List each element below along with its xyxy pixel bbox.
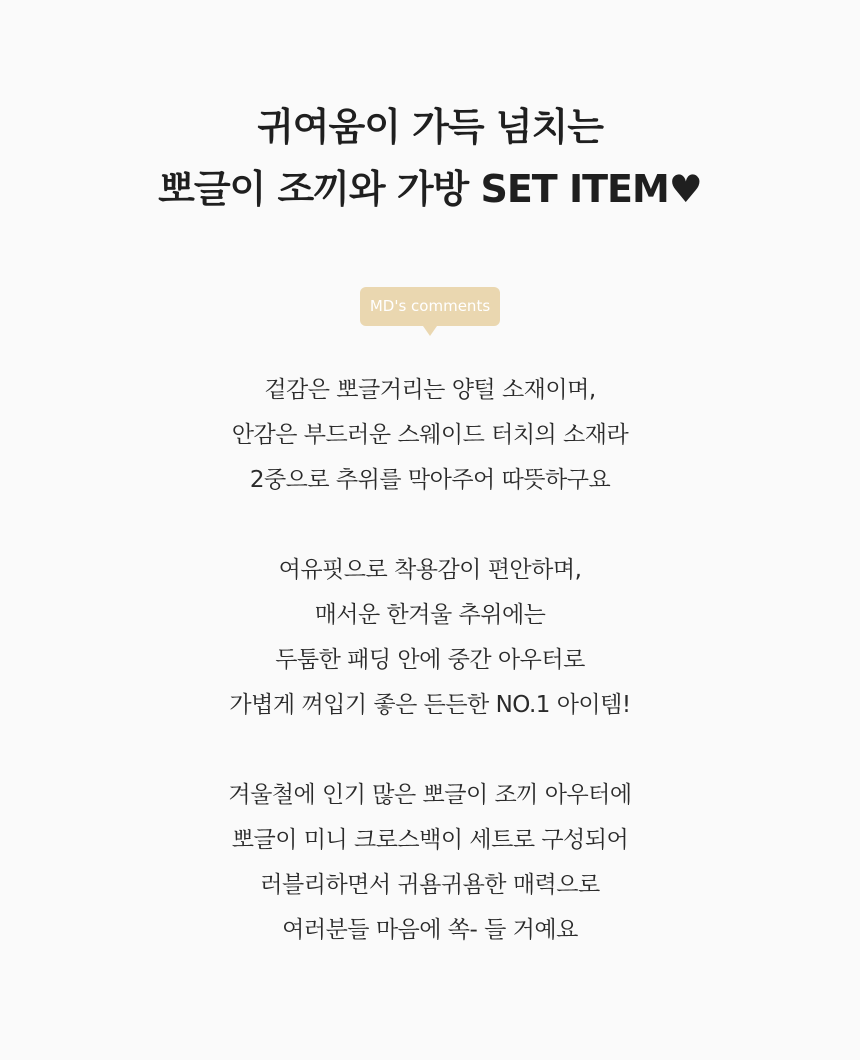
comment-line: 겨울철에 인기 많은 뽀글이 조끼 아우터에 [228,782,632,808]
comment-paragraph-1 [0,368,860,503]
comment-line: 여유핏으로 착용감이 편안하며, [278,557,582,583]
comment-line: 뽀글이 미니 크로스백이 세트로 구성되어 [231,827,629,853]
md-comments-badge-wrap [0,287,860,326]
md-comments-text [0,368,860,998]
speech-bubble-tail-icon [423,326,437,336]
comment-line: 가볍게 껴입기 좋은 든든한 NO.1 아이템! [229,692,631,718]
comment-line: 안감은 부드러운 스웨이드 터치의 소재라 [231,422,629,448]
headline-line-2: 뽀글이 조끼와 가방 SET ITEM♥ [158,167,702,211]
comment-line: 매서운 한겨울 추위에는 [314,602,546,628]
comment-line: 여러분들 마음에 쏙- 들 거예요 [282,917,578,943]
headline [0,96,860,220]
comment-paragraph-2 [0,548,860,728]
comment-line: 2중으로 추위를 막아주어 따뜻하구요 [249,467,611,493]
md-comments-badge [360,287,500,326]
comment-line: 두툼한 패딩 안에 중간 아우터로 [275,647,585,673]
md-comments-badge-label: MD's comments [369,297,491,315]
comment-line: 러블리하면서 귀욤귀욤한 매력으로 [260,872,600,898]
comment-paragraph-3 [0,773,860,953]
headline-line-1: 귀여움이 가득 넘치는 [257,105,603,149]
comment-line: 겉감은 뽀글거리는 양털 소재이며, [264,377,596,403]
